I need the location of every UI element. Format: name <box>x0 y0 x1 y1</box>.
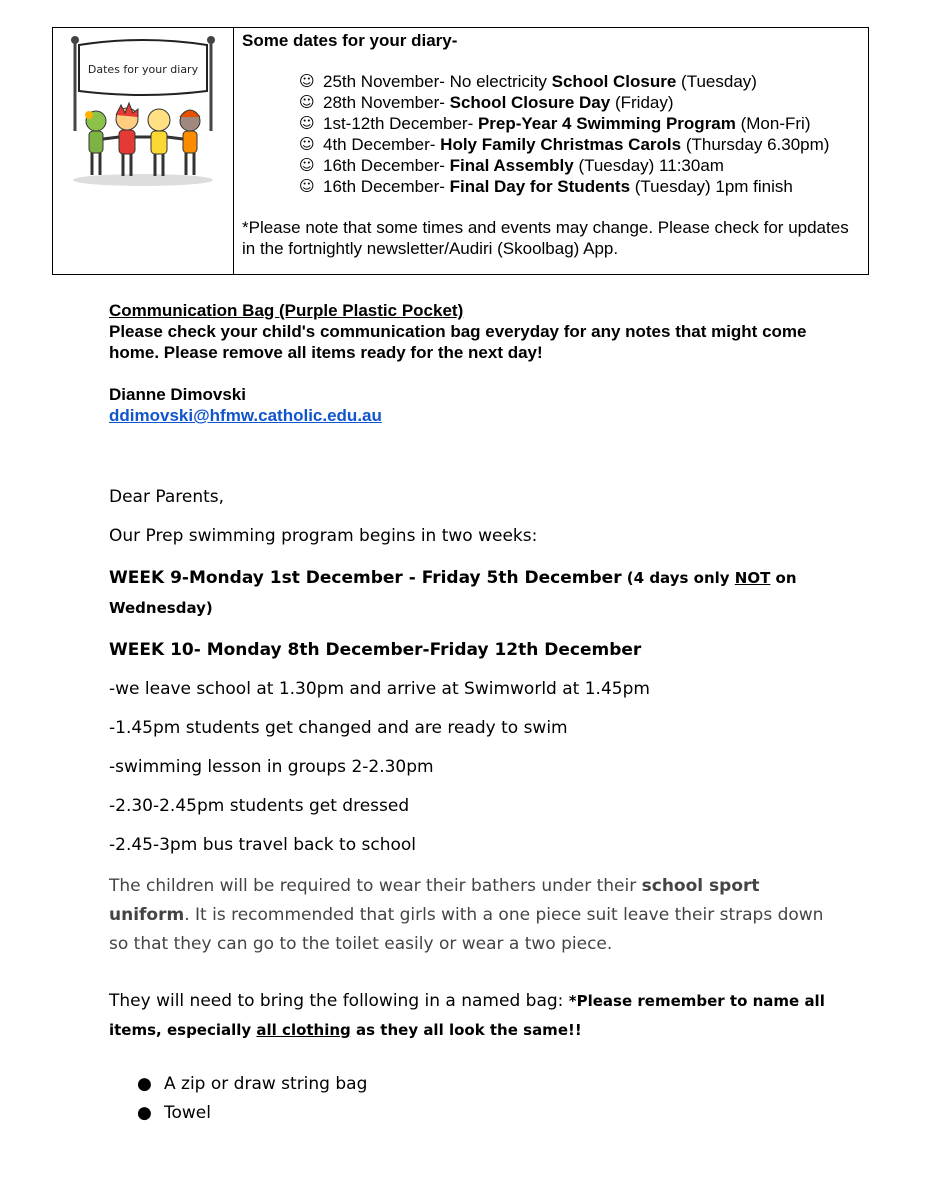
communication-section <box>109 300 849 426</box>
letter-greeting: Dear Parents, <box>109 487 225 507</box>
week-9-line: WEEK 9-Monday 1st December - Friday 5th December (4 days only NOT on Wednesday) <box>109 568 797 617</box>
smiley-icon: ☺ <box>299 156 315 174</box>
communication-title: Communication Bag (Purple Plastic Pocket) <box>109 301 464 320</box>
smiley-icon: ☺ <box>299 93 315 111</box>
diary-date-item: ☺ 4th December- Holy Family Christmas Carols (Thursday 6.30pm) <box>299 135 830 154</box>
bring-paragraph: They will need to bring the following in a named bag: *Please remember to name all items, especially all clothing as they all look the same!! <box>109 991 825 1039</box>
bathers-paragraph: The children will be required to wear their bathers under their school sport uniform. It is recommended that girls with a one piece suit leave their straps down so that they can go to the toilet easily or wear a two piece. <box>109 876 824 954</box>
schedule-item: -2.30-2.45pm students get dressed <box>109 796 410 816</box>
kid-2 <box>116 103 138 176</box>
diary-date-item: ☺ 16th December- Final Day for Students (Tuesday) 1pm finish <box>299 177 793 196</box>
smiley-icon: ☺ <box>299 177 315 195</box>
smiley-icon: ☺ <box>299 114 315 132</box>
diary-note: *Please note that some times and events may change. Please check for updates in the fortnightly newsletter/Audiri (Skoolbag) App. <box>242 218 849 258</box>
diary-date-item: ☺ 28th November- School Closure Day (Friday) <box>299 93 674 112</box>
bring-item: ● Towel <box>109 1099 839 1128</box>
diary-date-item: ☺ 16th December- Final Assembly (Tuesday) 11:30am <box>299 156 724 175</box>
schedule-item: -we leave school at 1.30pm and arrive at Swimworld at 1.45pm <box>109 679 650 699</box>
dates-for-your-diary-image <box>53 28 234 274</box>
diary-dates-list <box>242 71 860 197</box>
schedule-list <box>109 677 839 857</box>
bullet-icon: ● <box>137 1103 152 1123</box>
banner-caption: Dates for your diary <box>87 63 199 76</box>
smiley-icon: ☺ <box>299 135 315 153</box>
bullet-icon: ● <box>137 1074 152 1094</box>
teacher-email-link[interactable]: ddimovski@hfmw.catholic.edu.au <box>109 406 382 425</box>
diary-date-item: ☺ 25th November- No electricity School Closure (Tuesday) <box>299 72 757 91</box>
week-10-line: WEEK 10- Monday 8th December-Friday 12th December <box>109 640 642 660</box>
communication-body: Please check your child's communication bag everyday for any notes that might come home. Please remove all items ready for the next day! <box>109 322 807 362</box>
kid-3 <box>148 109 170 176</box>
diary-heading: Some dates for your diary- <box>242 31 458 50</box>
schedule-item: -1.45pm students get changed and are ready to swim <box>109 718 568 738</box>
bring-item: ● A zip or draw string bag <box>109 1070 839 1099</box>
kid-4 <box>180 110 200 175</box>
letter-intro: Our Prep swimming program begins in two weeks: <box>109 526 538 546</box>
diary-date-item: ☺ 1st-12th December- Prep-Year 4 Swimming Program (Mon-Fri) <box>299 114 811 133</box>
diary-box <box>52 27 869 275</box>
smiley-icon: ☺ <box>299 72 315 90</box>
bring-items-list <box>109 1070 839 1128</box>
kids-banner-illustration <box>69 33 217 189</box>
swimming-letter <box>109 485 839 1128</box>
schedule-item: -swimming lesson in groups 2-2.30pm <box>109 757 434 777</box>
diary-text-cell <box>234 28 868 274</box>
teacher-name: Dianne Dimovski <box>109 385 246 404</box>
schedule-item: -2.45-3pm bus travel back to school <box>109 835 417 855</box>
kid-1 <box>85 111 106 175</box>
